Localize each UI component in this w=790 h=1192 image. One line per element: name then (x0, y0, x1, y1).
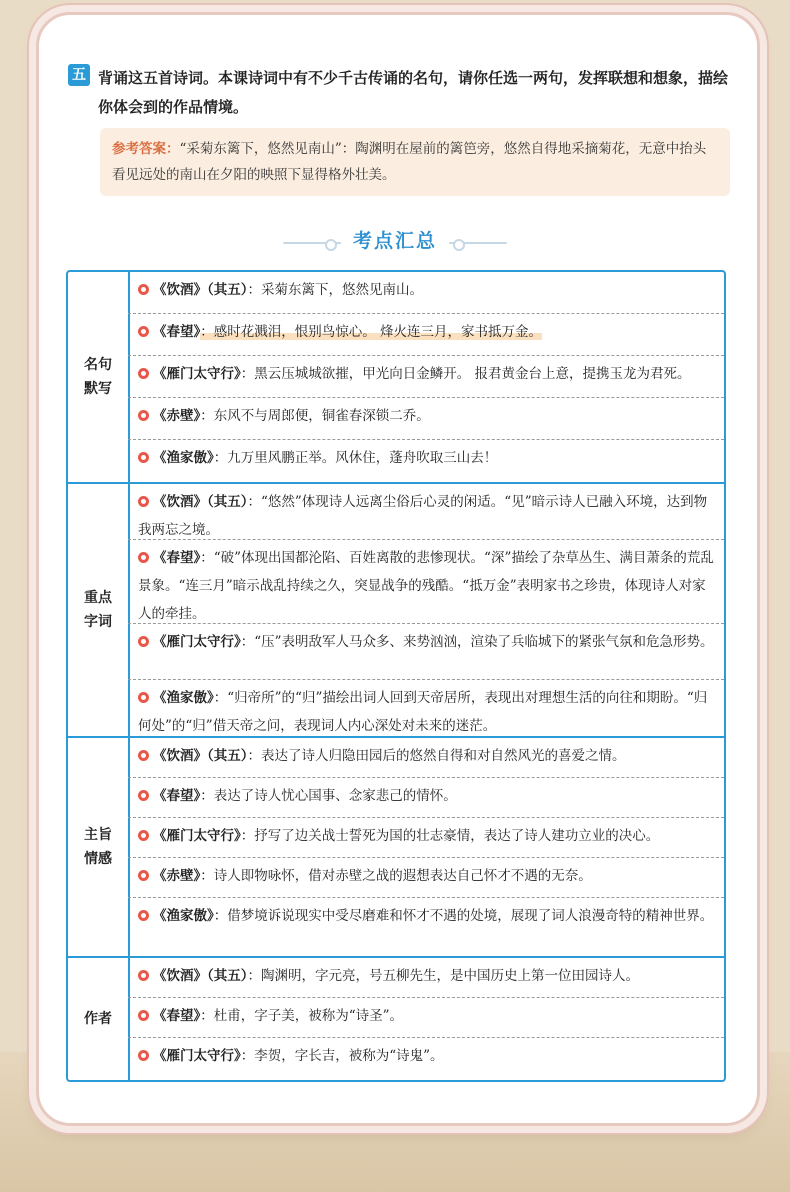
category-label: 重点字词 (84, 590, 112, 630)
poem-title: 《雁门太守行》 (153, 1048, 241, 1064)
ornament-right-icon (449, 238, 507, 248)
table-row (128, 958, 724, 998)
table-row (128, 898, 724, 956)
poem-title: 《雁门太守行》 (153, 634, 241, 650)
table-row (128, 272, 724, 314)
table-row (128, 540, 724, 624)
table-row (128, 624, 724, 680)
reference-answer (100, 128, 730, 196)
bullet-icon (138, 830, 149, 841)
bullet-icon (138, 284, 149, 295)
poem-title: 《春望》 (153, 788, 201, 804)
table-row (128, 680, 724, 736)
bullet-icon (138, 870, 149, 881)
row-text: ：李贺，字长吉，被称为“诗鬼”。 (240, 1048, 444, 1064)
row-text: ：感时花溅泪，恨别鸟惊心。 烽火连三月，家书抵万金。 (200, 324, 543, 340)
table-row (128, 778, 724, 818)
poem-title: 《饮酒》（其五） (153, 968, 248, 984)
question-text: 背诵这五首诗词。本课诗词中有不少千古传诵的名句，请你任选一两句，发挥联想和想象，描绘你体会到的作品情境。 (98, 69, 729, 116)
row-text: ：黑云压城城欲摧，甲光向日金鳞开。 报君黄金台上意，提携玉龙为君死。 (240, 366, 691, 382)
category-cell (68, 738, 130, 956)
row-text: ：诗人即物咏怀，借对赤壁之战的遐想表达自己怀才不遇的无奈。 (200, 868, 592, 884)
category-cell (68, 272, 130, 482)
bullet-icon (138, 410, 149, 421)
bullet-icon (138, 910, 149, 921)
category-cell (68, 958, 130, 1080)
table-row (128, 858, 724, 898)
row-text: ：表达了诗人归隐田园后的悠然自得和对自然风光的喜爱之情。 (247, 748, 626, 764)
bullet-icon (138, 552, 149, 563)
category-rows (128, 272, 724, 482)
bullet-icon (138, 636, 149, 647)
table-row (128, 314, 724, 356)
ornament-left-icon (283, 238, 341, 248)
bullet-icon (138, 326, 149, 337)
category-rows (128, 958, 724, 1080)
bullet-icon (138, 1010, 149, 1021)
row-text: ：杜甫，字子美，被称为“诗圣”。 (200, 1008, 404, 1024)
bullet-icon (138, 790, 149, 801)
row-text: ：表达了诗人忧心国事、念家悲己的情怀。 (200, 788, 457, 804)
poem-title: 《雁门太守行》 (153, 828, 241, 844)
bullet-icon (138, 452, 149, 463)
summary-table (66, 270, 726, 1082)
row-text: ：“压”表明敌军人马众多、来势汹汹，渲染了兵临城下的紧张气氛和危急形势。 (240, 634, 714, 650)
category-label: 名句默写 (84, 357, 112, 397)
question-block (68, 64, 738, 122)
poem-title: 《饮酒》（其五） (153, 748, 248, 764)
table-row (128, 440, 724, 482)
category-label: 作者 (84, 1011, 112, 1027)
table-row (128, 818, 724, 858)
category-label: 主旨情感 (84, 827, 112, 867)
poem-title: 《渔家傲》 (153, 450, 214, 466)
answer-label: 参考答案： (112, 141, 180, 157)
bullet-icon (138, 970, 149, 981)
table-row (128, 998, 724, 1038)
category-cell (68, 484, 130, 736)
poem-title: 《雁门太守行》 (153, 366, 241, 382)
category-rows (128, 738, 724, 956)
poem-title: 《饮酒》（其五） (153, 494, 248, 510)
poem-title: 《春望》 (153, 1008, 201, 1024)
table-row (128, 1038, 724, 1080)
bullet-icon (138, 496, 149, 507)
row-text: ：“破”体现出国都沦陷、百姓离散的悲惨现状。“深”描绘了杂草丛生、满目萧条的荒乱景象。“连三月”暗示战乱持续之久，突显战争的残酷。“抵万金”表明家书之珍贵，体现诗人对家人的牵挂。 (138, 550, 714, 622)
row-text: ：陶渊明，字元亮，号五柳先生，是中国历史上第一位田园诗人。 (247, 968, 639, 984)
poem-title: 《渔家傲》 (153, 690, 214, 706)
category-rows (128, 484, 724, 736)
table-row (128, 356, 724, 398)
poem-title: 《春望》 (153, 324, 201, 340)
bullet-icon (138, 750, 149, 761)
row-text: ：“悠然”体现诗人远离尘俗后心灵的闲适。“见”暗示诗人已融入环境，达到物我两忘之境。 (138, 494, 708, 538)
row-text: ：抒写了边关战士誓死为国的壮志豪情，表达了诗人建功立业的决心。 (240, 828, 660, 844)
poem-title: 《渔家傲》 (153, 908, 214, 924)
table-row (128, 398, 724, 440)
table-row (128, 484, 724, 540)
poem-title: 《赤壁》 (153, 868, 201, 884)
answer-text: “采菊东篱下，悠然见南山”：陶渊明在屋前的篱笆旁，悠然自得地采摘菊花，无意中抬头看见远处的南山在夕阳的映照下显得格外壮美。 (112, 141, 707, 183)
row-text: ：东风不与周郎便，铜雀春深锁二乔。 (200, 408, 430, 424)
row-text: ：九万里风鹏正举。风休住，蓬舟吹取三山去！ (213, 450, 498, 466)
row-text: ：借梦境诉说现实中受尽磨难和怀才不遇的处境，展现了词人浪漫奇特的精神世界。 (213, 908, 714, 924)
row-text: ：“归帝所”的“归”描绘出词人回到天帝居所，表现出对理想生活的向往和期盼。“归何处”的“归”借天帝之问，表现词人内心深处对未来的迷茫。 (138, 690, 708, 734)
section-title: 考点汇总 (352, 230, 437, 252)
bullet-icon (138, 368, 149, 379)
section-header (0, 226, 790, 253)
poem-title: 《春望》 (153, 550, 201, 566)
row-text: ：采菊东篱下，悠然见南山。 (247, 282, 423, 298)
question-number-badge: 五 (68, 64, 90, 86)
poem-title: 《饮酒》（其五） (153, 282, 248, 298)
bullet-icon (138, 1050, 149, 1061)
table-row (128, 738, 724, 778)
bullet-icon (138, 692, 149, 703)
poem-title: 《赤壁》 (153, 408, 201, 424)
